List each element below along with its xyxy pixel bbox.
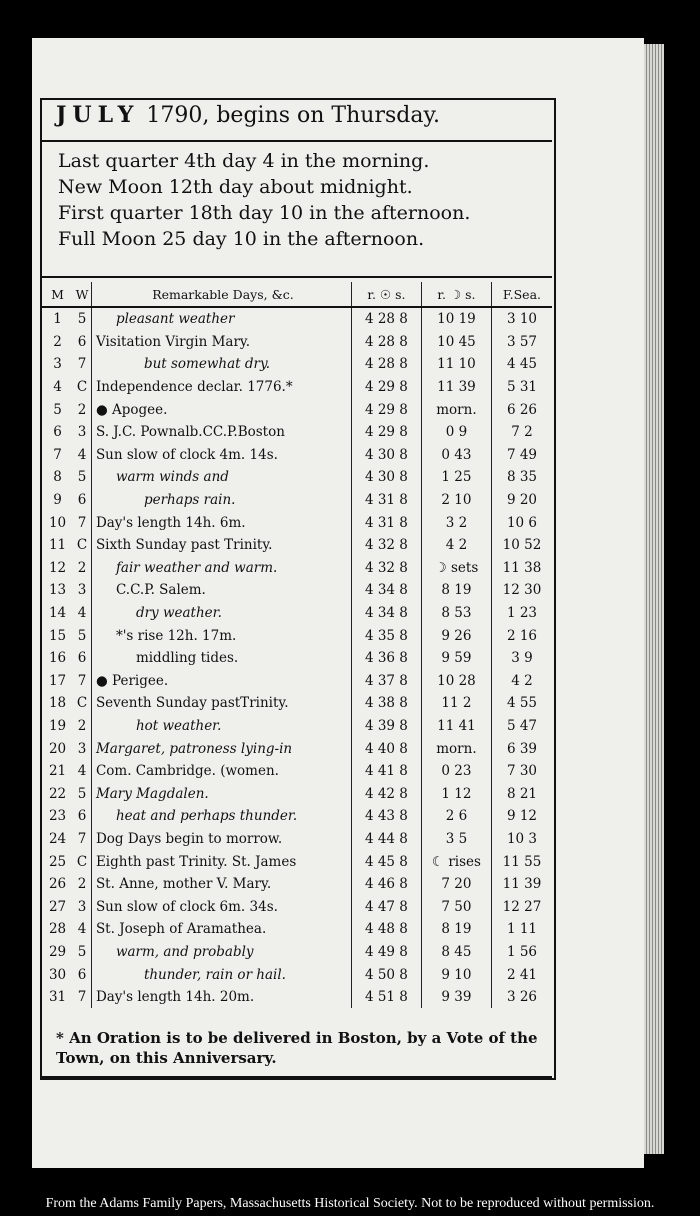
calendar-table [42, 282, 552, 1008]
col-day-month: M [42, 282, 73, 307]
full-sea: 7 30 [491, 760, 552, 783]
moon-rise-set: 0 9 [421, 421, 491, 444]
column-headers [42, 282, 552, 307]
calendar-row [42, 692, 552, 715]
moon-rise-set: 1 12 [421, 782, 491, 805]
remark: Sixth Sunday past Trinity. [95, 537, 273, 554]
full-sea: 7 2 [491, 421, 552, 444]
day-of-month: 15 [48, 627, 67, 644]
day-of-month: 20 [48, 740, 67, 757]
full-sea: 8 21 [491, 782, 552, 805]
sun-rise-set: 4 30 8 [351, 466, 421, 489]
full-sea: 8 35 [491, 466, 552, 489]
sun-rise-set: 4 28 8 [351, 353, 421, 376]
calendar-row [42, 307, 552, 331]
remark: heat and perhaps thunder. [115, 808, 298, 825]
month-header [56, 102, 552, 130]
day-of-month: 28 [48, 921, 67, 938]
sun-rise-set: 4 32 8 [351, 534, 421, 557]
day-of-month: 12 [48, 559, 67, 576]
full-sea: 11 39 [491, 873, 552, 896]
moon-rise-set: 11 2 [421, 692, 491, 715]
remark: pleasant weather [115, 311, 235, 328]
remark: thunder, rain or hail. [143, 966, 286, 983]
day-of-month: 31 [48, 989, 67, 1006]
remark: Dog Days begin to morrow. [95, 830, 283, 847]
full-sea: 1 56 [491, 941, 552, 964]
full-sea: 4 55 [491, 692, 552, 715]
day-of-month: 2 [53, 333, 62, 350]
sun-rise-set: 4 28 8 [351, 307, 421, 331]
col-remarks: Remarkable Days, &c. [91, 282, 351, 307]
day-of-week: 7 [73, 986, 91, 1009]
credit-line: From the Adams Family Papers, Massachusetts Historical Society. Not to be reproduced without permission. [45, 1196, 655, 1211]
day-of-month: 7 [53, 446, 62, 463]
sun-rise-set: 4 43 8 [351, 805, 421, 828]
remark: fair weather and warm. [115, 559, 278, 576]
full-sea: 7 49 [491, 444, 552, 467]
day-of-month: 13 [48, 582, 67, 599]
calendar-row [42, 534, 552, 557]
moon-rise-set: ☾ rises [421, 850, 491, 873]
sun-rise-set: 4 45 8 [351, 850, 421, 873]
full-sea: 3 9 [491, 647, 552, 670]
sun-rise-set: 4 50 8 [351, 963, 421, 986]
day-of-week: 2 [73, 873, 91, 896]
sun-rise-set: 4 34 8 [351, 579, 421, 602]
day-of-week: 5 [73, 307, 91, 331]
remark: Mary Magdalen. [95, 785, 209, 802]
remark: Visitation Virgin Mary. [95, 333, 251, 350]
calendar-row [42, 557, 552, 580]
day-of-month: 11 [48, 537, 67, 554]
day-of-week: 5 [73, 624, 91, 647]
day-of-week: 3 [73, 737, 91, 760]
full-sea: 5 31 [491, 376, 552, 399]
page-edges [644, 44, 664, 1154]
remark: perhaps rain. [143, 492, 236, 509]
day-of-month: 14 [48, 605, 67, 622]
calendar-row [42, 670, 552, 693]
day-of-month: 26 [48, 876, 67, 893]
moon-rise-set: ☽ sets [421, 557, 491, 580]
moon-rise-set: 3 2 [421, 511, 491, 534]
day-of-month: 21 [48, 763, 67, 780]
moon-rise-set: 8 19 [421, 918, 491, 941]
calendar-row [42, 624, 552, 647]
day-of-month: 18 [48, 695, 67, 712]
calendar-row [42, 941, 552, 964]
sun-rise-set: 4 31 8 [351, 511, 421, 534]
day-of-week: C [73, 692, 91, 715]
phase-line: Last quarter 4th day 4 in the morning. [58, 150, 430, 172]
day-of-month: 8 [53, 469, 62, 486]
month-subtitle: 1790, begins on Thursday. [146, 103, 440, 128]
remark: St. Joseph of Aramathea. [95, 921, 267, 938]
sun-rise-set: 4 37 8 [351, 670, 421, 693]
sun-rise-set: 4 40 8 [351, 737, 421, 760]
day-of-month: 4 [53, 379, 62, 396]
day-of-month: 30 [48, 966, 67, 983]
sun-rise-set: 4 47 8 [351, 895, 421, 918]
calendar-row [42, 715, 552, 738]
day-of-week: C [73, 376, 91, 399]
moon-rise-set: 10 28 [421, 670, 491, 693]
moon-rise-set: 11 41 [421, 715, 491, 738]
remark: *'s rise 12h. 17m. [115, 627, 237, 644]
phase-line: First quarter 18th day 10 in the afternoon. [58, 202, 471, 224]
day-of-month: 24 [48, 830, 67, 847]
footnote: * An Oration is to be delivered in Boston, by a Vote of the Town, on this Anniversary. [56, 1029, 538, 1067]
moon-rise-set: 1 25 [421, 466, 491, 489]
remark: middling tides. [135, 650, 239, 667]
full-sea: 12 30 [491, 579, 552, 602]
remark: dry weather. [135, 605, 222, 622]
calendar-row [42, 376, 552, 399]
remark: hot weather. [135, 717, 222, 734]
calendar-row [42, 828, 552, 851]
sun-rise-set: 4 30 8 [351, 444, 421, 467]
col-day-week: W [73, 282, 91, 307]
moon-rise-set: 8 45 [421, 941, 491, 964]
moon-rise-set: morn. [421, 398, 491, 421]
full-sea: 4 45 [491, 353, 552, 376]
full-sea: 4 2 [491, 670, 552, 693]
day-of-month: 5 [53, 401, 62, 418]
moon-rise-set: 0 43 [421, 444, 491, 467]
col-moon: r. ☽ s. [421, 282, 491, 307]
sun-rise-set: 4 49 8 [351, 941, 421, 964]
day-of-week: C [73, 534, 91, 557]
full-sea: 11 55 [491, 850, 552, 873]
full-sea: 2 41 [491, 963, 552, 986]
day-of-week: 2 [73, 557, 91, 580]
moon-rise-set: 9 39 [421, 986, 491, 1009]
day-of-month: 10 [48, 514, 67, 531]
moon-rise-set: 9 26 [421, 624, 491, 647]
day-of-month: 17 [48, 672, 67, 689]
day-of-week: 4 [73, 918, 91, 941]
day-of-week: 2 [73, 715, 91, 738]
col-full-sea: F.Sea. [491, 282, 552, 307]
sun-rise-set: 4 29 8 [351, 421, 421, 444]
day-of-month: 6 [53, 424, 62, 441]
remark: Com. Cambridge. (women. [95, 763, 279, 780]
remark: St. Anne, mother V. Mary. [95, 876, 272, 893]
full-sea: 11 38 [491, 557, 552, 580]
col-sun: r. ☉ s. [351, 282, 421, 307]
day-of-week: 7 [73, 511, 91, 534]
day-of-week: 5 [73, 466, 91, 489]
day-of-month: 19 [48, 717, 67, 734]
sun-rise-set: 4 29 8 [351, 376, 421, 399]
calendar-row [42, 602, 552, 625]
calendar-row [42, 421, 552, 444]
remark: ● Apogee. [95, 401, 168, 418]
day-of-week: 3 [73, 579, 91, 602]
full-sea: 10 52 [491, 534, 552, 557]
calendar-row [42, 331, 552, 354]
day-of-week: 3 [73, 895, 91, 918]
remark: Independence declar. 1776.* [95, 379, 293, 396]
full-sea: 1 23 [491, 602, 552, 625]
calendar-row [42, 895, 552, 918]
day-of-month: 22 [48, 785, 67, 802]
day-of-week: 6 [73, 963, 91, 986]
calendar-row [42, 918, 552, 941]
sun-rise-set: 4 36 8 [351, 647, 421, 670]
remark: Day's length 14h. 6m. [95, 514, 246, 531]
full-sea: 2 16 [491, 624, 552, 647]
sun-rise-set: 4 32 8 [351, 557, 421, 580]
day-of-week: 6 [73, 805, 91, 828]
full-sea: 6 26 [491, 398, 552, 421]
remark: warm, and probably [115, 943, 254, 960]
moon-rise-set: 9 10 [421, 963, 491, 986]
calendar-row [42, 850, 552, 873]
full-sea: 5 47 [491, 715, 552, 738]
calendar-row [42, 760, 552, 783]
full-sea: 3 57 [491, 331, 552, 354]
day-of-week: 6 [73, 647, 91, 670]
moon-rise-set: 2 6 [421, 805, 491, 828]
day-of-month: 16 [48, 650, 67, 667]
calendar-row [42, 444, 552, 467]
moon-rise-set: 8 53 [421, 602, 491, 625]
day-of-week: 4 [73, 760, 91, 783]
day-of-week: 4 [73, 602, 91, 625]
calendar-row [42, 873, 552, 896]
moon-rise-set: 10 45 [421, 331, 491, 354]
day-of-month: 9 [53, 492, 62, 509]
sun-rise-set: 4 44 8 [351, 828, 421, 851]
sun-rise-set: 4 46 8 [351, 873, 421, 896]
day-of-month: 1 [53, 311, 62, 328]
day-of-week: 7 [73, 828, 91, 851]
phase-line: New Moon 12th day about midnight. [58, 176, 413, 198]
day-of-week: 6 [73, 331, 91, 354]
moon-rise-set: 8 19 [421, 579, 491, 602]
full-sea: 9 12 [491, 805, 552, 828]
sun-rise-set: 4 41 8 [351, 760, 421, 783]
moon-rise-set: 9 59 [421, 647, 491, 670]
day-of-week: 6 [73, 489, 91, 512]
moon-rise-set: 7 20 [421, 873, 491, 896]
remark: but somewhat dry. [143, 356, 271, 373]
moon-rise-set: 11 10 [421, 353, 491, 376]
header-rule [40, 140, 552, 142]
moon-rise-set: 11 39 [421, 376, 491, 399]
sun-rise-set: 4 48 8 [351, 918, 421, 941]
full-sea: 1 11 [491, 918, 552, 941]
remark: C.C.P. Salem. [115, 582, 206, 599]
sun-rise-set: 4 51 8 [351, 986, 421, 1009]
moon-phases [58, 148, 552, 252]
sun-rise-set: 4 42 8 [351, 782, 421, 805]
remark: Seventh Sunday pastTrinity. [95, 695, 289, 712]
month-name: JULY [56, 102, 140, 128]
moon-rise-set: 2 10 [421, 489, 491, 512]
full-sea: 12 27 [491, 895, 552, 918]
day-of-month: 27 [48, 898, 67, 915]
day-of-week: 7 [73, 670, 91, 693]
sun-rise-set: 4 31 8 [351, 489, 421, 512]
sun-rise-set: 4 35 8 [351, 624, 421, 647]
calendar-row [42, 511, 552, 534]
calendar-row [42, 489, 552, 512]
calendar-row [42, 782, 552, 805]
day-of-week: 3 [73, 421, 91, 444]
phase-line: Full Moon 25 day 10 in the afternoon. [58, 228, 425, 250]
sun-rise-set: 4 38 8 [351, 692, 421, 715]
day-of-month: 25 [48, 853, 67, 870]
phases-rule [40, 276, 552, 278]
moon-rise-set: 0 23 [421, 760, 491, 783]
moon-rise-set: 7 50 [421, 895, 491, 918]
calendar-row [42, 398, 552, 421]
day-of-week: 4 [73, 444, 91, 467]
day-of-week: 7 [73, 353, 91, 376]
remark: S. J.C. Pownalb.CC.P.Boston [95, 424, 285, 441]
day-of-week: 2 [73, 398, 91, 421]
full-sea: 9 20 [491, 489, 552, 512]
calendar-row [42, 805, 552, 828]
day-of-month: 29 [48, 943, 67, 960]
full-sea: 3 10 [491, 307, 552, 331]
calendar-row [42, 963, 552, 986]
remark: ● Perigee. [95, 672, 169, 689]
remark: Margaret, patroness lying-in [95, 740, 293, 757]
full-sea: 10 6 [491, 511, 552, 534]
sun-rise-set: 4 28 8 [351, 331, 421, 354]
full-sea: 10 3 [491, 828, 552, 851]
moon-rise-set: morn. [421, 737, 491, 760]
sun-rise-set: 4 29 8 [351, 398, 421, 421]
day-of-month: 23 [48, 808, 67, 825]
sun-rise-set: 4 39 8 [351, 715, 421, 738]
moon-rise-set: 4 2 [421, 534, 491, 557]
full-sea: 6 39 [491, 737, 552, 760]
calendar-row [42, 579, 552, 602]
remark: warm winds and [115, 469, 229, 486]
calendar-row [42, 986, 552, 1009]
calendar-body [42, 307, 552, 1008]
remark: Sun slow of clock 6m. 34s. [95, 898, 278, 915]
bottom-rule [40, 1076, 552, 1078]
day-of-week: 5 [73, 782, 91, 805]
remark: Day's length 14h. 20m. [95, 989, 255, 1006]
day-of-week: 5 [73, 941, 91, 964]
remark: Eighth past Trinity. St. James [95, 853, 297, 870]
moon-rise-set: 10 19 [421, 307, 491, 331]
calendar-row [42, 353, 552, 376]
moon-rise-set: 3 5 [421, 828, 491, 851]
calendar-row [42, 466, 552, 489]
remark: Sun slow of clock 4m. 14s. [95, 446, 278, 463]
calendar-row [42, 737, 552, 760]
sun-rise-set: 4 34 8 [351, 602, 421, 625]
full-sea: 3 26 [491, 986, 552, 1009]
day-of-month: 3 [53, 356, 62, 373]
calendar-row [42, 647, 552, 670]
day-of-week: C [73, 850, 91, 873]
